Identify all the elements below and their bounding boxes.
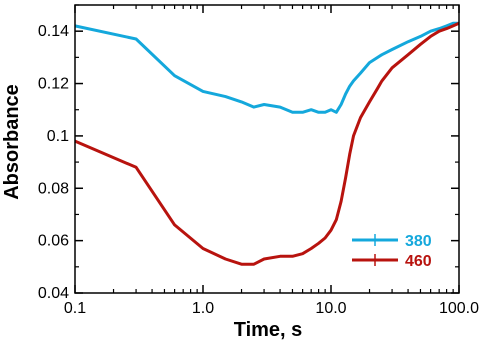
y-tick-label: 0.06 (37, 232, 69, 250)
legend-label-380: 380 (405, 233, 432, 250)
x-tick-label: 10.0 (315, 300, 347, 317)
y-tick-label: 0.1 (46, 127, 69, 145)
x-tick-label: 1.0 (191, 300, 215, 317)
y-tick-label: 0.12 (37, 75, 69, 93)
y-tick-label: 0.04 (37, 285, 69, 302)
legend-label-460: 460 (405, 253, 432, 270)
x-tick-label: 0.1 (63, 300, 87, 317)
x-axis-title: Time, s (233, 319, 303, 341)
y-axis-title: Absorbance (1, 84, 23, 200)
x-tick-label: 100.0 (438, 300, 480, 317)
y-tick-label: 0.14 (37, 23, 69, 41)
y-tick-label: 0.08 (37, 180, 69, 198)
